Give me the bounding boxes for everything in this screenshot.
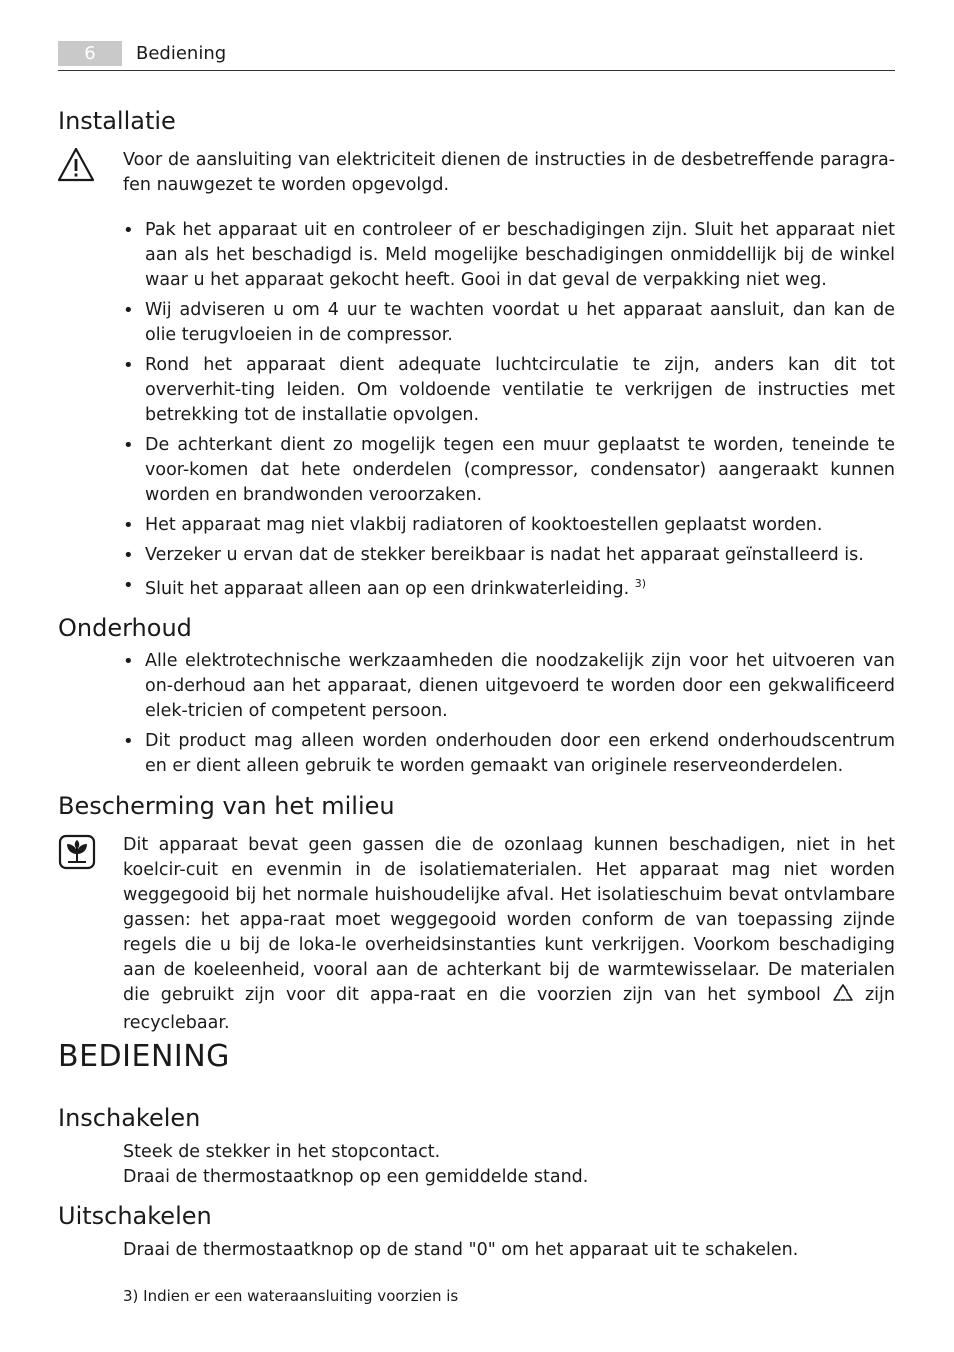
heading-onderhoud: Onderhoud xyxy=(58,614,192,642)
heading-inschakelen: Inschakelen xyxy=(58,1104,201,1132)
list-item xyxy=(123,573,895,602)
warning-triangle-icon xyxy=(57,147,95,187)
list-item: • Wij adviseren u om 4 uur te wachten voordat u het apparaat aansluit, dan kan de olie terugvloeien in de compressor. xyxy=(123,298,895,348)
list-item: • De achterkant dient zo mogelijk tegen een muur geplaatst te worden, teneinde te voor-komen dat hete onderdelen (compressor, condensator) aangeraakt kunnen worden en brandwonden veroorzaken. xyxy=(123,433,895,508)
installatie-list xyxy=(123,218,895,607)
header-rule xyxy=(58,70,895,71)
page-number: 6 xyxy=(58,41,122,66)
list-item: • Dit product mag alleen worden onderhouden door een erkend onderhoudscentrum en er dient alleen gebruik te worden gemaakt van originele reserveonderdelen. xyxy=(123,729,895,779)
recycle-icon xyxy=(832,983,854,1011)
list-item: • Het apparaat mag niet vlakbij radiatoren of kooktoestellen geplaatst worden. xyxy=(123,513,895,538)
heading-milieu: Bescherming van het milieu xyxy=(58,792,395,820)
onderhoud-list xyxy=(123,649,895,784)
list-item: • Rond het apparaat dient adequate luchtcirculatie te zijn, anders kan dit tot oververhit-ting leiden. Om voldoende ventilatie te verkrijgen de instructies met betrekking tot de installatie opvolgen. xyxy=(123,353,895,428)
environment-icon xyxy=(58,834,96,874)
footnote-ref: 3) xyxy=(634,577,647,590)
list-item: • Pak het apparaat uit en controleer of er beschadigingen zijn. Sluit het apparaat niet aan als het beschadigd is. Meld mogelijke beschadigingen onmiddellijk bij de winkel waar u het apparaat gekocht heeft. Gooi in dat geval de verpakking niet weg. xyxy=(123,218,895,293)
list-item: • Verzeker u ervan dat de stekker bereikbaar is nadat het apparaat geïnstalleerd is. xyxy=(123,543,895,568)
installatie-warning-text: Voor de aansluiting van elektriciteit dienen de instructies in de desbetreffende paragra-fen nauwgezet te worden opgevolgd. xyxy=(123,150,895,195)
inschakelen-line-2: Draai de thermostaatknop op een gemiddelde stand. xyxy=(123,1167,589,1187)
inschakelen-line-1: Steek de stekker in het stopcontact. xyxy=(123,1142,441,1162)
milieu-text xyxy=(123,833,895,1036)
heading-installatie: Installatie xyxy=(58,107,176,135)
list-item-text: Sluit het apparaat alleen aan op een drinkwaterleiding. xyxy=(145,579,630,599)
list-item: • Alle elektrotechnische werkzaamheden die noodzakelijk zijn voor het uitvoeren van on-derhoud aan het apparaat, dienen uitgevoerd te worden door een gekwalificeerd elek-tricien of competent persoon. xyxy=(123,649,895,724)
footnote: 3) Indien er een wateraansluiting voorzien is xyxy=(123,1287,459,1305)
milieu-text-main: Dit apparaat bevat geen gassen die de ozonlaag kunnen beschadigen, niet in het koelcir-cuit en evenmin in de isolatiematerialen. Het apparaat mag niet worden weggegooid bij het normale huishoudelijke afval. Het isolatieschuim bevat ontvlambare gassen: het appa-raat moet weggegooid worden conform de van toepassing zijnde regels die u bij de loka-le overheidsinstanties kunt verkrijgen. Voorkom beschadiging aan de koeleenheid, vooral aan de achterkant bij de warmtewisselaar. De materialen die gebruikt zijn voor dit appa-raat en die voorzien zijn van het symbool xyxy=(123,835,895,1005)
milieu-text-end: zijn recyclebaar. xyxy=(123,985,895,1033)
uitschakelen-line-1: Draai de thermostaatknop op de stand "0" om het apparaat uit te schakelen. xyxy=(123,1240,799,1260)
section-title-bediening: BEDIENING xyxy=(58,1039,230,1074)
heading-uitschakelen: Uitschakelen xyxy=(58,1202,212,1230)
running-header: Bediening xyxy=(136,43,227,64)
